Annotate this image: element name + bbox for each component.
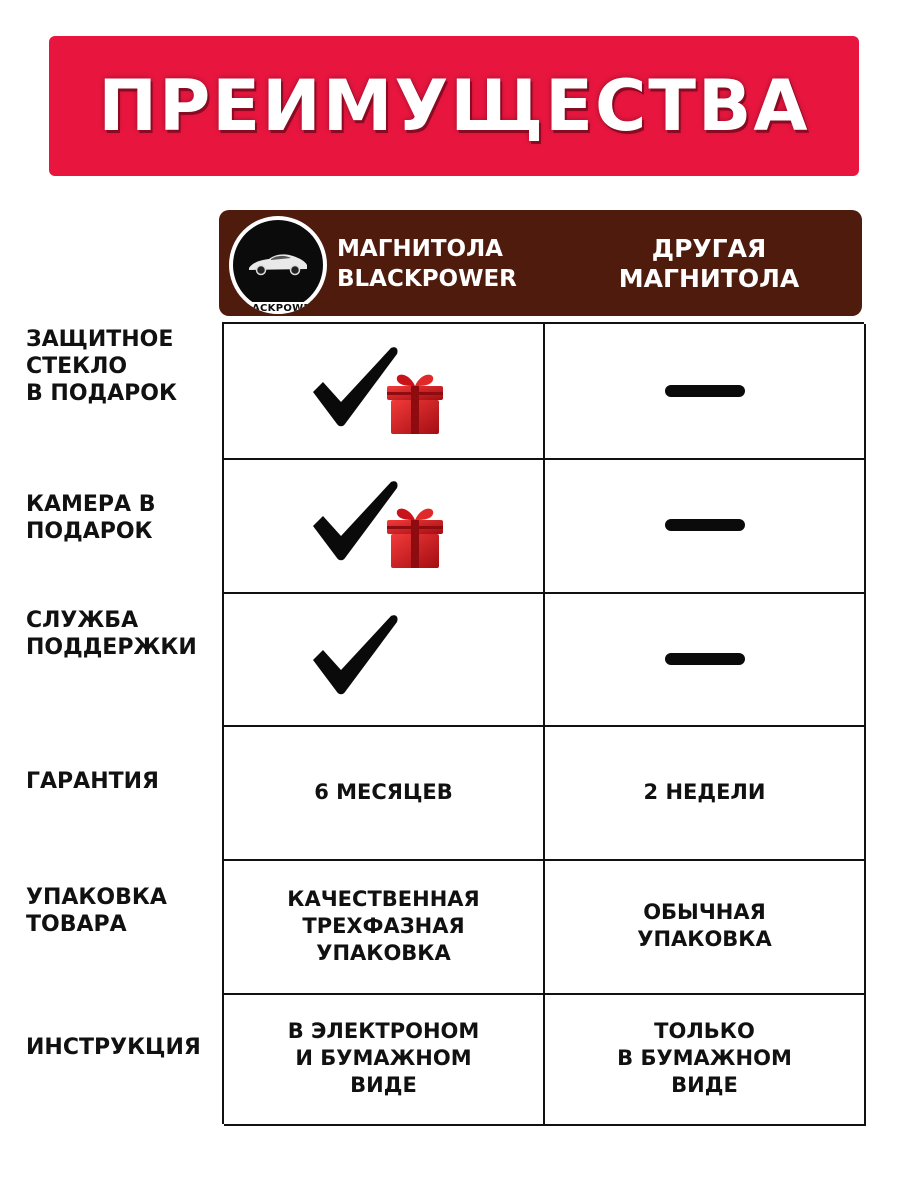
cell-other	[545, 993, 866, 1126]
gift-box-icon	[383, 368, 447, 436]
cell-blackpower	[224, 592, 545, 727]
cell-other	[545, 859, 866, 995]
cell-other	[545, 324, 866, 460]
dash-icon	[665, 385, 745, 397]
column-heading-line: ДРУГАЯ	[651, 234, 767, 263]
cell-blackpower	[224, 324, 545, 460]
cell-other	[545, 725, 866, 861]
checkmark-mark	[309, 614, 459, 704]
column-heading-blackpower	[337, 234, 537, 294]
column-heading-line: МАГНИТОЛА	[337, 236, 503, 262]
cell-text: 6 МЕСЯЦЕВ	[314, 779, 453, 804]
column-heading-line: BLACKPOWER	[337, 266, 517, 292]
cell-blackpower	[224, 993, 545, 1126]
row-label: ЗАЩИТНОЕ СТЕКЛО В ПОДАРОК	[26, 327, 177, 406]
comparison-header	[219, 210, 862, 316]
column-heading-other	[559, 234, 859, 294]
cell-text: КАЧЕСТВЕННАЯ ТРЕХФАЗНАЯ УПАКОВКА	[287, 886, 480, 965]
row-label: СЛУЖБА ПОДДЕРЖКИ	[26, 608, 197, 660]
cell-other	[545, 458, 866, 594]
dash-icon	[665, 653, 745, 665]
cell-text: ТОЛЬКО В БУМАЖНОМ ВИДЕ	[617, 1019, 792, 1097]
row-label: КАМЕРА В ПОДАРОК	[26, 492, 156, 544]
page-title: ПРЕИМУЩЕСТВА	[98, 65, 810, 147]
row-label: ГАРАНТИЯ	[26, 769, 159, 794]
comparison-table	[222, 322, 864, 1124]
cell-blackpower	[224, 458, 545, 594]
cell-text: 2 НЕДЕЛИ	[643, 779, 766, 804]
cell-text: ОБЫЧНАЯ УПАКОВКА	[637, 900, 772, 951]
cell-other	[545, 592, 866, 727]
row-label: УПАКОВКА ТОВАРА	[26, 885, 167, 937]
row-label: ИНСТРУКЦИЯ	[26, 1035, 201, 1060]
logo-label: BLACKPOWER	[229, 302, 327, 314]
brand-logo	[229, 216, 327, 314]
cell-blackpower	[224, 725, 545, 861]
column-heading-line: МАГНИТОЛА	[618, 264, 800, 293]
cell-blackpower	[224, 859, 545, 995]
dash-icon	[665, 519, 745, 531]
checkmark-icon	[309, 614, 401, 696]
checkmark-gift-mark	[309, 346, 459, 436]
checkmark-gift-mark	[309, 480, 459, 570]
car-icon	[247, 250, 309, 276]
gift-box-icon	[383, 502, 447, 570]
title-banner	[49, 36, 859, 176]
cell-text: В ЭЛЕКТРОНОМ И БУМАЖНОМ ВИДЕ	[287, 1019, 480, 1097]
